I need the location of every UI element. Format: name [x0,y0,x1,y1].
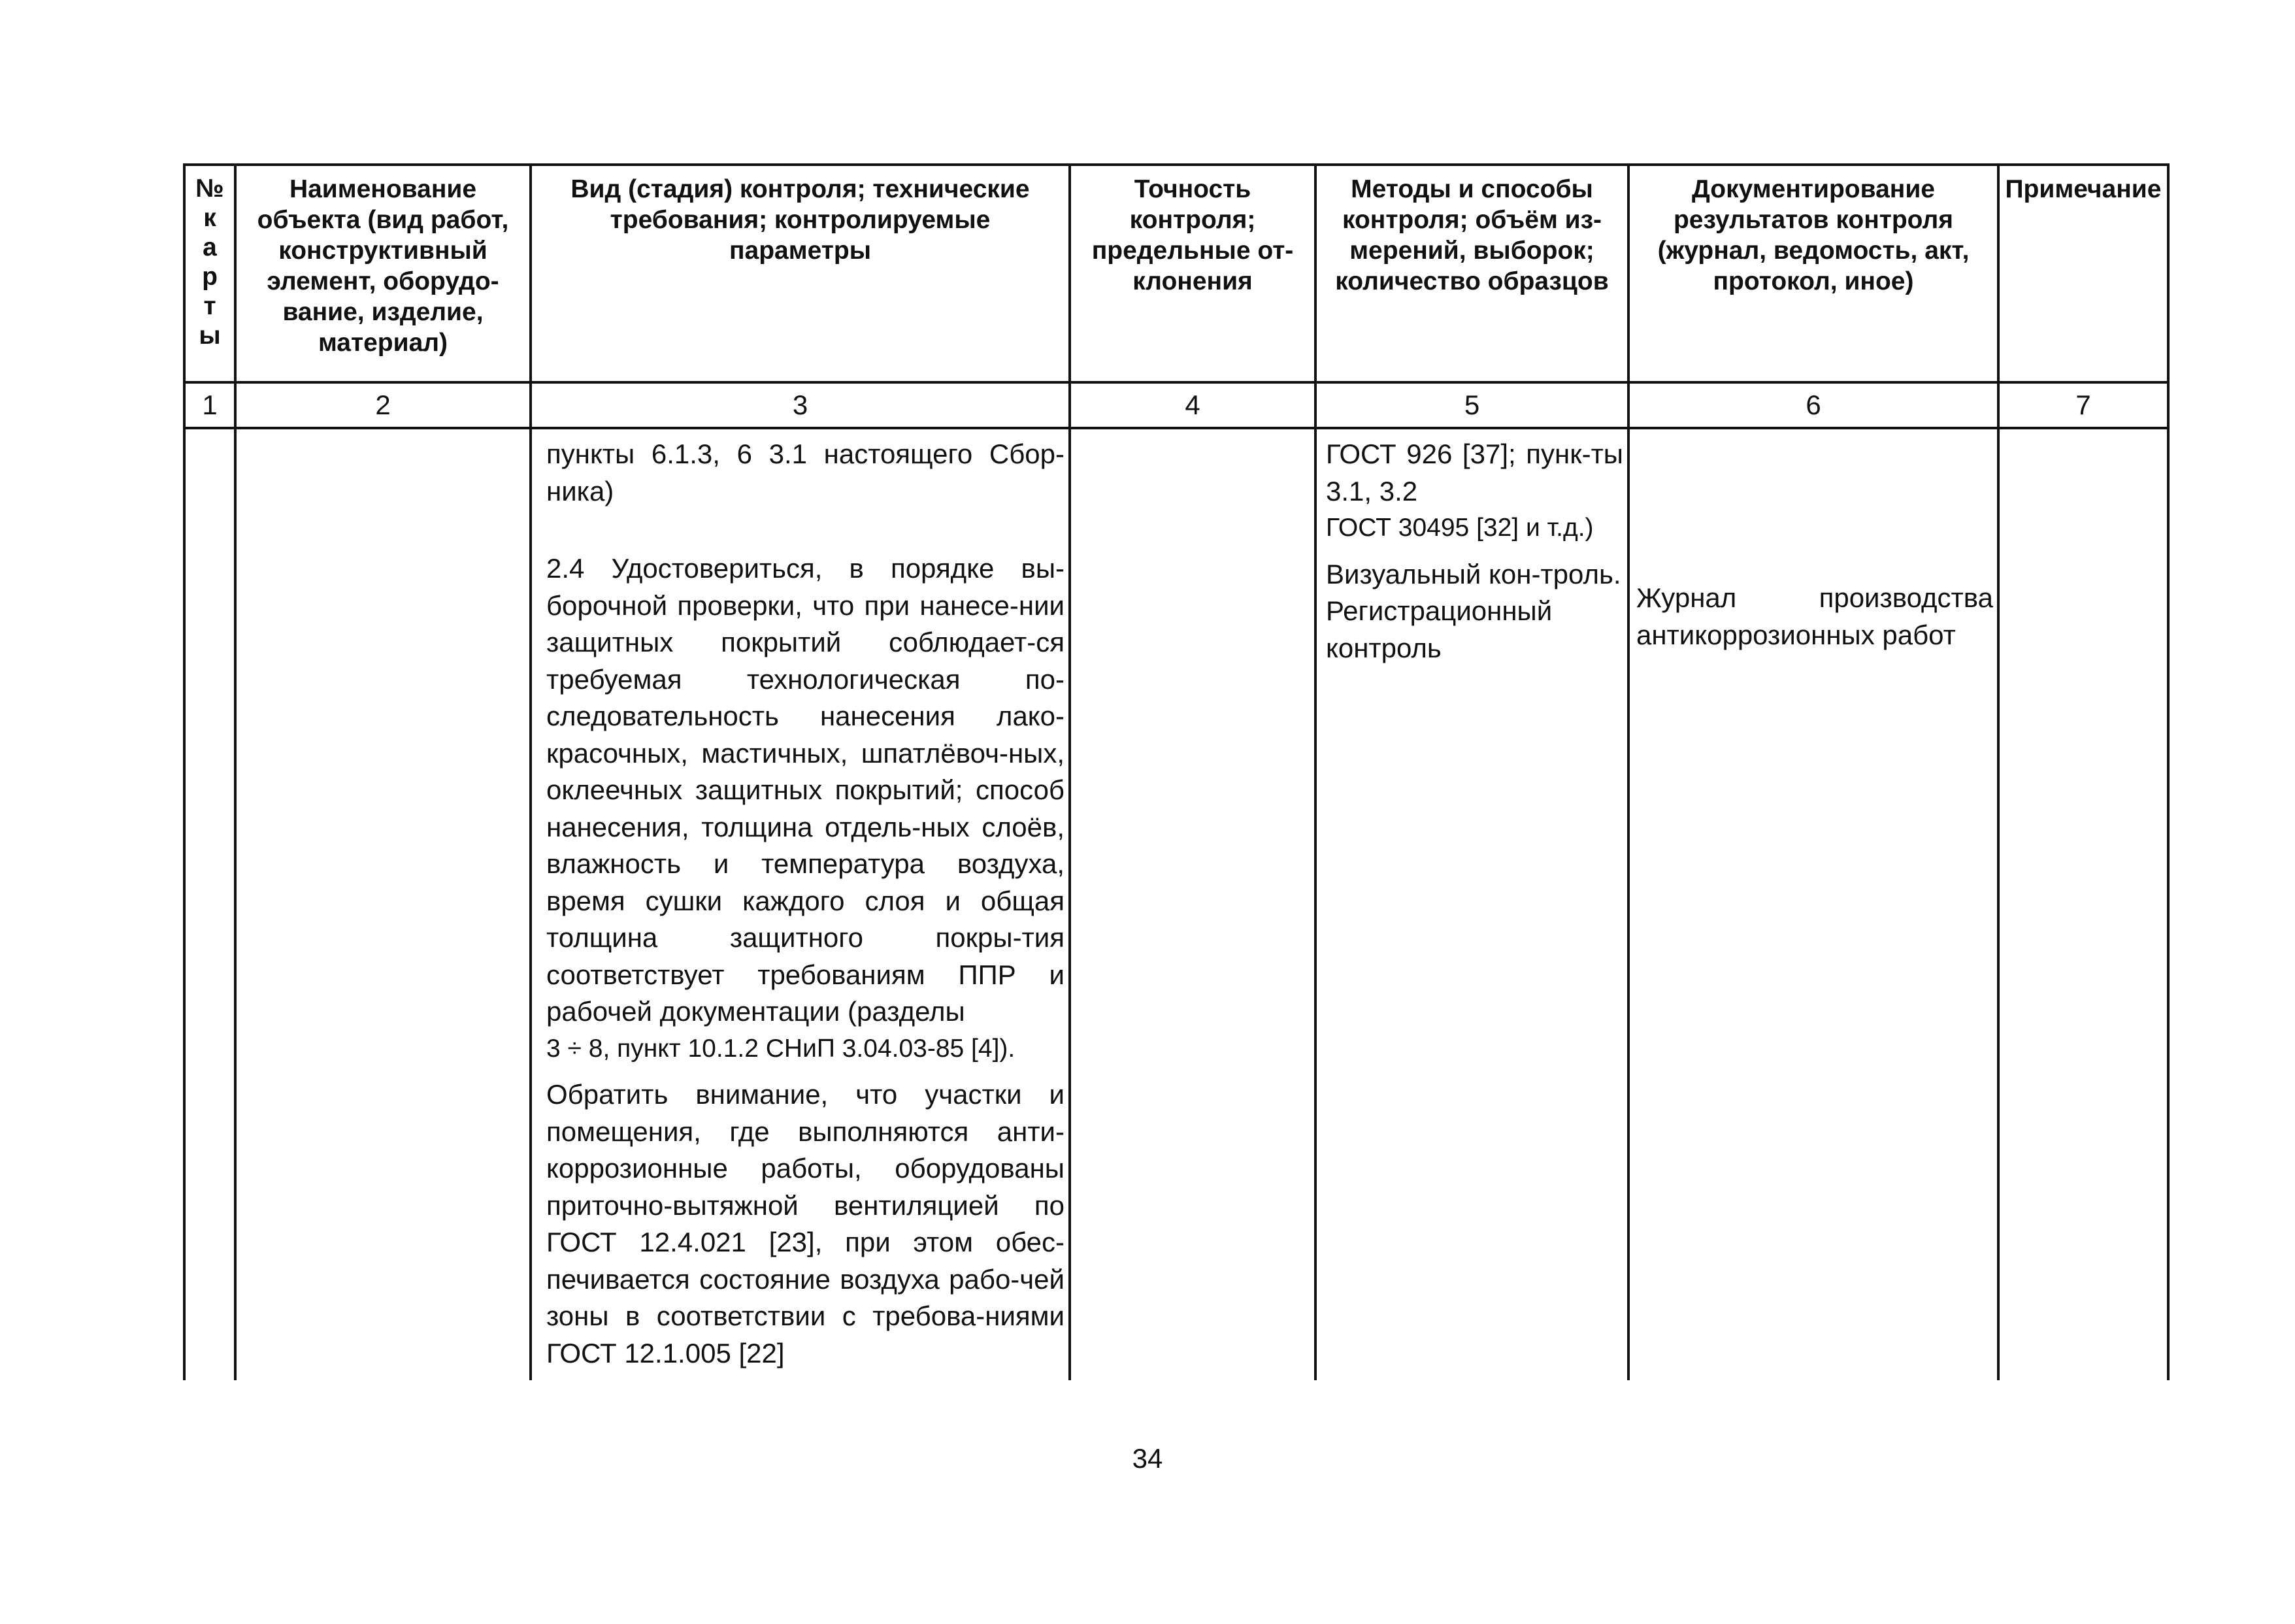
column-index-4: 4 [1070,382,1315,428]
column-index-row [184,382,2168,428]
column-index-1: 1 [184,382,235,428]
requirements-paragraph-2-tail: 3 ÷ 8, пункт 10.1.2 СНиП 3.04.03-85 [4]). [546,1034,1015,1063]
methods-paragraph-1-tail: ГОСТ 30495 [32] и т.д.) [1326,514,1594,542]
header-note: Примечание [1998,165,2168,382]
requirements-paragraph-3: Обратить внимание, что участки и помещения, где выполняются анти-коррозионные работы, оборудованы приточно-вытяжной вентиляцией по ГОСТ 12.4.021 [23], при этом обес-печивается состояние воздуха рабо-чей зоны в соответствии с требова-ниями ГОСТ 12.1.005 [22] [546,1079,1065,1368]
column-index-3: 3 [531,382,1070,428]
cell-card-number [184,428,235,1380]
cell-documentation [1628,428,1998,1380]
cell-control-requirements [531,428,1070,1380]
column-index-2: 2 [235,382,531,428]
header-documentation: Документирование результатов контроля (журнал, ведомость, акт, протокол, иное) [1628,165,1998,382]
documentation-paragraph-1: Журнал производства антикоррозионных работ [1636,582,1993,650]
methods-paragraph-2: Визуальный кон-троль. [1326,558,1621,589]
methods-paragraph-1: ГОСТ 926 [37]; пунк-ты 3.1, 3.2 [1326,439,1623,506]
header-object-name: Наименование объекта (вид работ, конструктивный элемент, оборудо-вание, изделие, материал) [235,165,531,382]
column-index-5: 5 [1315,382,1628,428]
methods-paragraph-3: Регистрационный контроль [1326,595,1553,663]
header-control-type: Вид (стадия) контроля; технические требования; контролируемые параметры [531,165,1070,382]
page-number: 34 [1132,1443,1163,1474]
column-index-7: 7 [1998,382,2168,428]
cell-object-name [235,428,531,1380]
cell-methods [1315,428,1628,1380]
requirements-paragraph-2: 2.4 Удостовериться, в порядке вы-борочной проверки, что при нанесе-нии защитных покрытий соблюдает-ся требуемая технологическая по-следовательность нанесения лако-красочных, мастичных, шпатлёвоч-ных, оклеечных защитных покрытий; способ нанесения, толщина отдель-ных слоёв, влажность и температура воздуха, время сушки каждого слоя и общая толщина защитного покры-тия соответствует требованиям ППР и рабочей документации (разделы [546,553,1065,1027]
header-methods: Методы и способы контроля; объём из-мерений, выборок; количество образцов [1315,165,1628,382]
requirements-paragraph-1: пункты 6.1.3, 6 3.1 настоящего Сбор-ника) [546,439,1065,506]
cell-accuracy [1070,428,1315,1380]
column-index-6: 6 [1628,382,1998,428]
header-card-number: № к а р т ы [184,165,235,382]
table-header-row [184,165,2168,382]
header-accuracy: Точность контроля; предельные от-клонения [1070,165,1315,382]
table-row [184,428,2168,1380]
control-table-wrapper [183,163,2167,1380]
control-table [183,163,2170,1380]
cell-note [1998,428,2168,1380]
